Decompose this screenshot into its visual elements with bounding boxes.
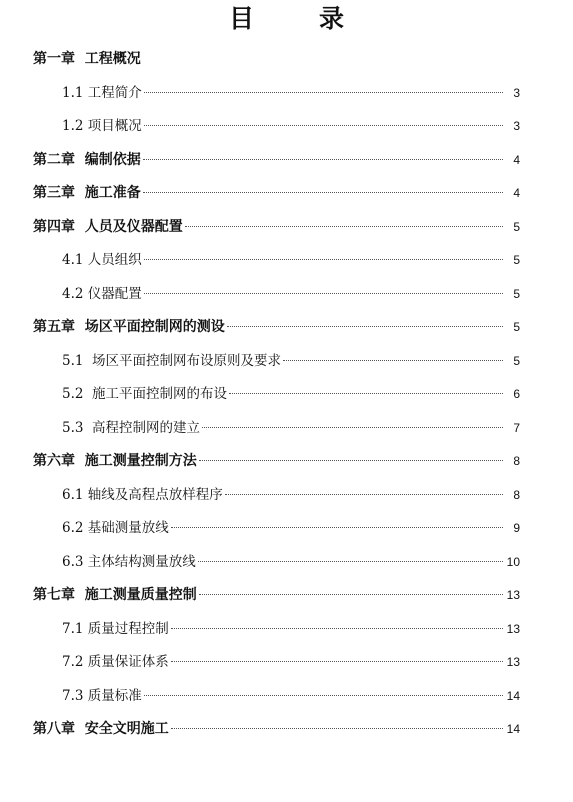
toc-entry-label: 第三章 施工准备 bbox=[33, 185, 141, 201]
toc-section-entry[interactable] bbox=[62, 284, 520, 304]
toc-section-entry[interactable] bbox=[62, 83, 520, 103]
toc-section-entry[interactable] bbox=[62, 619, 520, 639]
toc-page-number: 8 bbox=[513, 454, 520, 468]
dot-leader bbox=[185, 226, 503, 227]
dot-leader bbox=[199, 460, 503, 461]
toc-entry-label: 第四章 人员及仪器配置 bbox=[33, 218, 183, 235]
toc-page-number: 5 bbox=[513, 253, 520, 267]
toc-page-number: 10 bbox=[506, 554, 520, 569]
toc-section-entry[interactable] bbox=[62, 418, 520, 438]
toc-entry-label: 第五章 场区平面控制网的测设 bbox=[33, 319, 225, 335]
dot-leader bbox=[144, 695, 503, 696]
toc-page-number: 13 bbox=[506, 588, 520, 602]
dot-leader bbox=[171, 661, 503, 662]
toc-chapter-entry[interactable] bbox=[33, 719, 520, 739]
dot-leader bbox=[283, 360, 503, 361]
toc-entry-label: 5.2 施工平面控制网的布设 bbox=[62, 386, 228, 402]
toc-chapter-entry[interactable] bbox=[33, 183, 520, 203]
toc-entry-label: 6.2 基础测量放线 bbox=[62, 520, 169, 536]
toc-entry-label: 第六章 施工测量控制方法 bbox=[33, 453, 197, 469]
toc-chapter-entry[interactable] bbox=[33, 451, 520, 471]
toc-entry-label: 6.1 轴线及高程点放样程序 bbox=[62, 486, 223, 503]
toc-entry-label: 1.1 工程简介 bbox=[62, 84, 142, 101]
page-title: 目 录 bbox=[228, 4, 364, 33]
toc-chapter-entry[interactable] bbox=[33, 317, 520, 337]
toc-section-entry[interactable] bbox=[62, 552, 520, 572]
toc-entry-label: 1.2 项目概况 bbox=[62, 118, 142, 134]
toc-page-number: 4 bbox=[513, 186, 520, 200]
toc-page-number: 9 bbox=[513, 521, 520, 535]
dot-leader bbox=[171, 527, 503, 528]
toc-entry-label: 7.3 质量标准 bbox=[62, 687, 142, 704]
toc-page-number: 8 bbox=[513, 487, 520, 502]
toc-entry-label: 5.1 场区平面控制网布设原则及要求 bbox=[62, 352, 282, 369]
dot-leader bbox=[143, 159, 503, 160]
dot-leader bbox=[143, 192, 503, 193]
toc-section-entry[interactable] bbox=[62, 384, 520, 404]
dot-leader bbox=[144, 293, 503, 294]
toc-chapter-entry[interactable] bbox=[33, 217, 520, 237]
toc-page-number: 13 bbox=[506, 655, 520, 669]
toc-page-number: 5 bbox=[513, 320, 520, 334]
toc-section-entry[interactable] bbox=[62, 250, 520, 270]
toc-entry-label: 第七章 施工测量质量控制 bbox=[33, 587, 197, 603]
toc-section-entry[interactable] bbox=[62, 351, 520, 371]
dot-leader bbox=[229, 393, 503, 394]
dot-leader bbox=[171, 728, 503, 729]
toc-entry-label: 第二章 编制依据 bbox=[33, 151, 141, 168]
dot-leader bbox=[198, 561, 503, 562]
toc-chapter-entry[interactable] bbox=[33, 49, 520, 69]
dot-leader bbox=[144, 92, 503, 93]
dot-leader bbox=[144, 259, 503, 260]
dot-leader bbox=[144, 125, 503, 126]
toc-page-number: 3 bbox=[513, 119, 520, 133]
toc-entry-label: 第一章 工程概况 bbox=[33, 51, 141, 67]
toc-section-entry[interactable] bbox=[62, 485, 520, 505]
toc-chapter-entry[interactable] bbox=[33, 150, 520, 170]
toc-page-number: 14 bbox=[506, 688, 520, 703]
toc-page-number: 13 bbox=[506, 621, 520, 636]
toc-entry-label: 4.2 仪器配置 bbox=[62, 285, 142, 302]
toc-section-entry[interactable] bbox=[62, 518, 520, 538]
toc-page-number: 5 bbox=[513, 353, 520, 368]
toc-page-number: 5 bbox=[513, 286, 520, 301]
dot-leader bbox=[225, 494, 503, 495]
toc-section-entry[interactable] bbox=[62, 652, 520, 672]
toc-entry-label: 第八章 安全文明施工 bbox=[33, 721, 169, 737]
toc-page-number: 7 bbox=[513, 420, 520, 435]
dot-leader bbox=[171, 628, 503, 629]
dot-leader bbox=[227, 326, 503, 327]
toc-page-number: 6 bbox=[513, 387, 520, 401]
toc-entry-label: 7.1 质量过程控制 bbox=[62, 620, 169, 637]
toc-entry-label: 5.3 高程控制网的建立 bbox=[62, 419, 201, 436]
toc-entry-label: 4.1 人员组织 bbox=[62, 252, 142, 268]
toc-chapter-entry[interactable] bbox=[33, 585, 520, 605]
toc-page-number: 4 bbox=[513, 152, 520, 167]
dot-leader bbox=[199, 594, 503, 595]
dot-leader bbox=[202, 427, 503, 428]
toc-page-number: 5 bbox=[513, 219, 520, 234]
toc-section-entry[interactable] bbox=[62, 116, 520, 136]
toc-entry-label: 7.2 质量保证体系 bbox=[62, 654, 169, 670]
toc-page-number: 14 bbox=[506, 722, 520, 736]
toc-entry-label: 6.3 主体结构测量放线 bbox=[62, 553, 196, 570]
toc-section-entry[interactable] bbox=[62, 686, 520, 706]
toc-page-number: 3 bbox=[513, 85, 520, 100]
